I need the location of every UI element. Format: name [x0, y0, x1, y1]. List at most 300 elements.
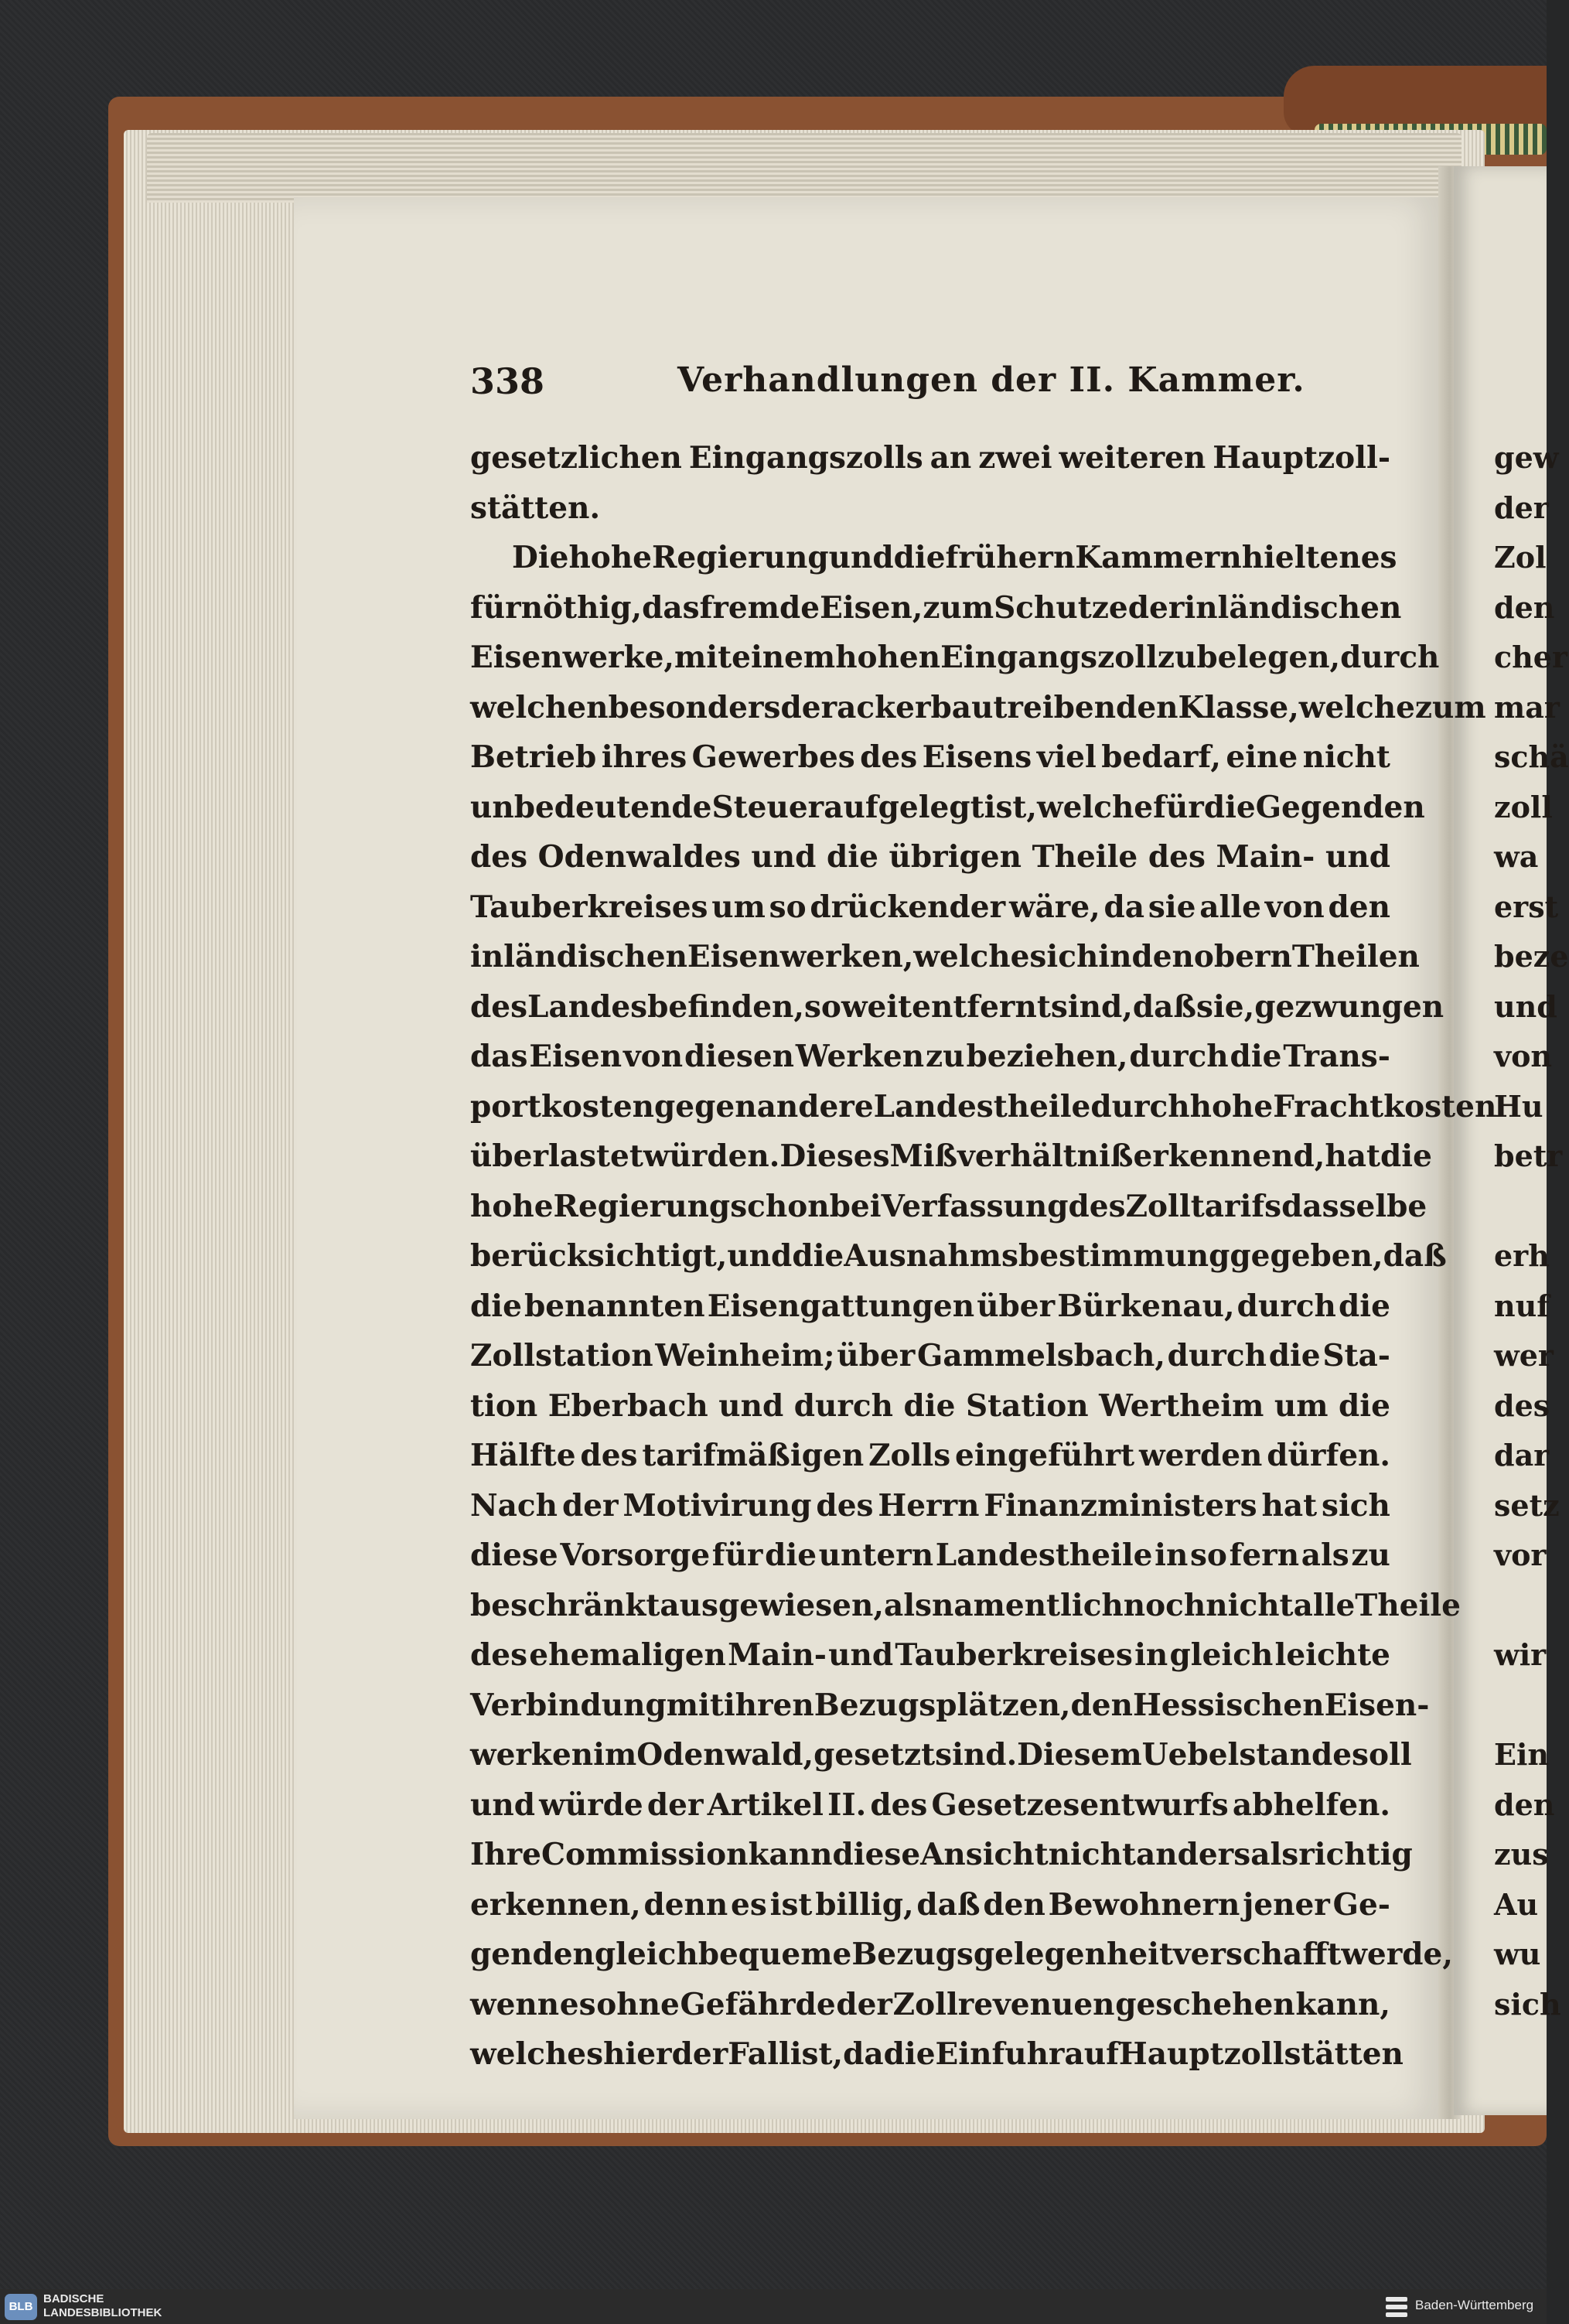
word: eingeführt: [955, 1438, 1135, 1473]
word: Eisens: [922, 739, 1032, 775]
right-page-fragment: cher: [1494, 640, 1567, 674]
word: Werken: [795, 1039, 925, 1074]
word: Trans-: [1283, 1039, 1390, 1074]
word: der: [836, 1986, 892, 2022]
text-line: [470, 1730, 1412, 1780]
word: Tauberkreises: [470, 889, 708, 925]
word: den: [983, 1886, 1045, 1923]
word: denn: [643, 1886, 728, 1923]
word: fremde: [699, 589, 820, 626]
right-page-fragment: erst: [1494, 889, 1559, 924]
text-line: [470, 1431, 1390, 1481]
word: Theile: [1032, 839, 1138, 875]
text-line: [470, 832, 1390, 882]
word: würde: [539, 1787, 643, 1823]
word: daß: [916, 1886, 981, 1923]
right-page-fragment: zus: [1494, 1837, 1549, 1872]
word: Bürkenau,: [1057, 1288, 1235, 1324]
word: Die: [512, 540, 569, 575]
text-line: [470, 1880, 1390, 1930]
word: welches: [470, 2036, 604, 2072]
word: Regierung: [553, 1188, 731, 1224]
word: Weinheim;: [655, 1338, 835, 1374]
word: gegen: [654, 1088, 757, 1124]
word: da: [1103, 889, 1145, 925]
word: es: [1360, 540, 1397, 575]
word: der: [780, 689, 837, 725]
text-line: [470, 633, 1440, 683]
word: bequeme: [698, 1937, 852, 1972]
region-name: Baden-Württemberg: [1415, 2298, 1534, 2312]
word: Kammern: [1075, 540, 1242, 575]
word: nicht: [1206, 1587, 1294, 1623]
word: Ge-: [1332, 1886, 1390, 1923]
word: so: [769, 889, 807, 925]
word: ihres: [601, 739, 687, 775]
text-line: [470, 583, 1402, 633]
text-line: [470, 533, 1397, 583]
text-line: [470, 1630, 1390, 1681]
word: abhelfen.: [1232, 1787, 1390, 1823]
word: beschränkt: [470, 1587, 660, 1623]
text-line: [470, 1481, 1390, 1531]
word: werde,: [1341, 1937, 1453, 1972]
word: einem: [732, 640, 836, 675]
word: Nach: [470, 1487, 558, 1524]
word: des: [470, 1637, 528, 1673]
word: durch: [1129, 1039, 1229, 1074]
right-page-fragment: betr: [1494, 1138, 1563, 1173]
word: Fall: [728, 2036, 790, 2072]
word: des: [580, 1438, 638, 1473]
right-page-fragment: zoll: [1494, 789, 1553, 824]
text-line: [470, 483, 1390, 534]
text-line: [470, 1381, 1390, 1432]
word: der: [671, 2036, 728, 2072]
word: ihren: [723, 1687, 814, 1723]
word: Landes: [527, 988, 648, 1025]
word: Dieses: [779, 1138, 890, 1174]
word: Schutze: [994, 589, 1128, 626]
word: Vorsorge: [560, 1537, 711, 1573]
word: benannten: [524, 1288, 705, 1324]
word: tarifmäßigen: [642, 1438, 865, 1473]
body-text: [470, 433, 1497, 2080]
word: es: [559, 1986, 596, 2022]
word: Commission: [541, 1837, 749, 1872]
word: des: [470, 988, 528, 1025]
word: über: [837, 1338, 916, 1374]
word: erkennend,: [1133, 1138, 1325, 1174]
word: welche: [1037, 789, 1154, 825]
word: der: [646, 1787, 704, 1823]
word: Eingangszoll: [940, 640, 1158, 675]
word: und: [751, 839, 817, 875]
word: alle: [1293, 1587, 1356, 1623]
right-page-fragment: den: [1494, 589, 1555, 625]
word: die: [792, 1238, 844, 1274]
word: verschafft: [1172, 1937, 1342, 1972]
word: die: [827, 839, 878, 875]
running-head: [470, 360, 1390, 415]
word: die: [883, 2036, 936, 2072]
word: jener: [1243, 1886, 1330, 1923]
word: Eisen: [529, 1039, 622, 1074]
word: Ausnahmsbestimmung: [844, 1238, 1230, 1274]
text-line: [470, 1581, 1461, 1631]
word: durch: [1167, 1338, 1267, 1374]
right-page-fragment: Hu: [1494, 1088, 1543, 1124]
word: daß: [1383, 1238, 1447, 1274]
right-page-fragment: den: [1494, 1787, 1555, 1822]
word: des: [860, 739, 918, 775]
word: dürfen.: [1267, 1438, 1390, 1473]
word: fern: [1229, 1537, 1300, 1573]
text-line: [470, 1331, 1390, 1381]
word: von: [623, 1039, 684, 1074]
word: drückender: [810, 889, 1006, 925]
word: sie,: [1196, 988, 1255, 1025]
word: kann: [748, 1837, 833, 1872]
word: hohe: [1189, 1088, 1274, 1124]
right-page-fragment: Au: [1494, 1886, 1539, 1922]
word: und: [718, 1387, 784, 1424]
word: den: [1070, 1687, 1133, 1723]
word: anders: [1135, 1837, 1251, 1872]
word: diesen: [684, 1039, 794, 1074]
word: leichte: [1274, 1637, 1390, 1673]
word: in: [1134, 1637, 1168, 1673]
word: Odenwald,: [636, 1737, 814, 1773]
footer-bar: [0, 2289, 1547, 2324]
text-line: [470, 1980, 1390, 2030]
word: mit: [666, 1687, 724, 1723]
text-line: [470, 1231, 1447, 1281]
word: Betrieb: [470, 739, 597, 775]
word: hohe: [470, 1188, 554, 1224]
word: II.: [827, 1787, 867, 1823]
word: Landestheile: [873, 1088, 1091, 1124]
word: und: [828, 540, 894, 575]
word: Klasse,: [1178, 689, 1299, 725]
word: billig,: [815, 1886, 914, 1923]
word: Regierung: [652, 540, 829, 575]
word: inländischen: [470, 939, 687, 974]
blb-logo: BLB: [5, 2294, 37, 2320]
word: stätten.: [470, 490, 601, 526]
text-line: [470, 683, 1486, 733]
word: Uebelstande: [1141, 1737, 1352, 1773]
word: Einfuhr: [935, 2036, 1065, 2072]
word: namentlich: [931, 1587, 1124, 1623]
word: welchen: [470, 689, 609, 725]
text-line: [470, 732, 1390, 783]
word: um: [711, 889, 766, 925]
word: Eberbach: [547, 1387, 708, 1424]
word: zum: [1414, 689, 1486, 725]
word: ackerbautreibenden: [837, 689, 1178, 725]
page-edges-top: [147, 133, 1462, 203]
word: Tauberkreises: [895, 1637, 1133, 1673]
right-page-fragment: mar: [1494, 689, 1560, 725]
word: es: [731, 1886, 767, 1923]
word: wenn: [470, 1986, 560, 2022]
word: gleich: [594, 1937, 698, 1972]
text-line: [470, 1281, 1390, 1332]
word: ausgewiesen,: [660, 1587, 884, 1623]
right-page-fragment: Zol: [1494, 540, 1547, 575]
text-line: [470, 783, 1425, 833]
word: für: [711, 1537, 763, 1573]
word: so: [1189, 1537, 1227, 1573]
word: Hessischen: [1132, 1687, 1325, 1723]
word: Ihre: [470, 1837, 541, 1872]
word: die: [765, 1537, 817, 1573]
text-line: [470, 1032, 1390, 1082]
word: alle: [1199, 889, 1261, 925]
word: aufgelegt: [824, 789, 984, 825]
word: als: [1301, 1537, 1349, 1573]
word: die: [1339, 1387, 1390, 1424]
right-page-fragment: vor: [1494, 1537, 1547, 1572]
word: berücksichtigt,: [470, 1238, 728, 1274]
word: die: [1339, 1288, 1390, 1324]
word: den: [1131, 939, 1194, 974]
word: mit: [674, 640, 732, 675]
word: die: [1203, 789, 1256, 825]
word: Finanzministers: [984, 1487, 1257, 1524]
word: sich: [1029, 939, 1099, 974]
word: in: [1155, 1537, 1189, 1573]
word: im: [593, 1737, 637, 1773]
word: Mißverhältniß: [889, 1138, 1134, 1174]
word: bei: [829, 1188, 882, 1224]
word: Gegenden: [1255, 789, 1425, 825]
right-page-fragment: [1494, 1581, 1547, 1631]
word: sie: [1148, 889, 1196, 925]
word: als: [1250, 1837, 1299, 1872]
right-page-fragment: wer: [1494, 1338, 1554, 1373]
library-name-line2: LANDESBIBLIOTHEK: [43, 2306, 162, 2319]
word: Zolltarifs: [1125, 1188, 1282, 1224]
word: Eisenwerken,: [687, 939, 914, 974]
word: auf: [1064, 2036, 1119, 2072]
word: Frachtkosten: [1273, 1088, 1497, 1124]
word: ist,: [790, 2036, 844, 2072]
word: bedarf,: [1101, 739, 1221, 775]
word: Verbindung: [470, 1687, 667, 1723]
word: Hälfte: [470, 1438, 576, 1473]
word: ohne: [596, 1986, 680, 2022]
word: Landestheile: [935, 1537, 1153, 1573]
word: Bezugsgelegenheit: [851, 1937, 1173, 1972]
word: werken: [470, 1737, 594, 1773]
word: der: [561, 1487, 619, 1524]
word: in: [1098, 939, 1132, 974]
word: die: [1268, 1338, 1321, 1374]
text-line: [470, 982, 1445, 1032]
word: nicht: [1048, 1837, 1136, 1872]
word: des: [816, 1487, 874, 1524]
word: für: [470, 589, 521, 626]
word: durch: [1090, 1088, 1190, 1124]
word: des: [1148, 839, 1206, 875]
word: die: [1230, 1039, 1282, 1074]
word: sind,: [1050, 988, 1133, 1025]
word: des: [870, 1787, 928, 1823]
right-page-fragment: setz: [1494, 1487, 1560, 1523]
word: belegen,: [1196, 640, 1341, 675]
word: Eisenwerke,: [470, 640, 675, 675]
word: des: [1068, 1188, 1126, 1224]
word: Eisengattungen: [707, 1288, 975, 1324]
word: daß: [1132, 988, 1197, 1025]
word: Verfassung: [881, 1188, 1069, 1224]
word: zu: [1351, 1537, 1390, 1573]
word: da: [843, 2036, 884, 2072]
right-page-fragment: nuf: [1494, 1288, 1550, 1323]
word: untern: [818, 1537, 934, 1573]
word: würden.: [643, 1138, 780, 1174]
right-page-fragment: sich: [1494, 1986, 1561, 2022]
library-name: [43, 2292, 162, 2320]
text-line: [470, 1131, 1432, 1182]
word: Theilen: [1291, 939, 1420, 974]
word: zu: [926, 1039, 965, 1074]
word: frühern: [945, 540, 1076, 575]
word: besonders: [608, 689, 781, 725]
word: unbedeutende: [470, 789, 712, 825]
word: kann,: [1295, 1986, 1390, 2022]
word: Main-: [1216, 839, 1315, 875]
word: zwei: [978, 440, 1052, 476]
word: als: [883, 1587, 932, 1623]
word: Odenwaldes: [537, 839, 741, 875]
text-line: [470, 932, 1420, 982]
word: über: [977, 1288, 1056, 1324]
word: Zollrevenuen: [892, 1986, 1115, 2022]
text-line: [470, 882, 1390, 933]
word: Gesetzesentwurfs: [931, 1787, 1229, 1823]
word: zum: [923, 589, 994, 626]
word: den: [1328, 889, 1390, 925]
word: nicht: [1302, 739, 1390, 775]
text-line: [470, 1930, 1453, 1980]
word: und: [470, 1787, 535, 1823]
word: viel: [1036, 739, 1097, 775]
word: noch: [1123, 1587, 1206, 1623]
word: die: [893, 540, 946, 575]
word: hat: [1325, 1138, 1381, 1174]
right-page-fragment: und: [1494, 988, 1557, 1024]
word: gezwungen: [1254, 988, 1445, 1025]
text-line: [470, 1780, 1390, 1831]
word: hohe: [568, 540, 652, 575]
running-title: Verhandlungen der II. Kammer.: [677, 360, 1305, 400]
word: welche: [1298, 689, 1415, 725]
word: und: [828, 1637, 894, 1673]
word: hohen: [835, 640, 941, 675]
text-line: [470, 433, 1390, 483]
right-page-fragment: der: [1494, 490, 1549, 525]
right-page-fragment: [1494, 2029, 1547, 2080]
text-line: [470, 1681, 1430, 1731]
word: die: [903, 1387, 956, 1424]
word: Sta-: [1322, 1338, 1390, 1374]
word: erkennen,: [470, 1886, 641, 1923]
word: Main-: [728, 1637, 827, 1673]
word: nöthig,: [520, 589, 643, 626]
right-page-fragment: Ein: [1494, 1737, 1550, 1772]
word: durch: [793, 1387, 894, 1424]
text-line: [470, 1830, 1413, 1880]
right-page-fragment: wa: [1494, 839, 1539, 874]
word: Gefährde: [680, 1986, 836, 2022]
word: an: [929, 440, 972, 476]
word: Zollstation: [470, 1338, 653, 1374]
word: Hauptzoll-: [1213, 440, 1390, 476]
word: hielten: [1241, 540, 1361, 575]
word: durch: [1236, 1288, 1336, 1324]
word: Gewerbes: [691, 739, 855, 775]
word: soll: [1352, 1737, 1412, 1773]
right-page-fragment: [1494, 1182, 1547, 1232]
word: übrigen: [889, 839, 1022, 875]
word: Bezugsplätzen,: [813, 1687, 1071, 1723]
word: hier: [603, 2036, 672, 2072]
word: Steuer: [711, 789, 824, 825]
word: des: [470, 839, 528, 875]
word: gesetzlichen: [470, 440, 682, 476]
word: Bewohnern: [1048, 1886, 1240, 1923]
word: ehemaligen: [529, 1637, 726, 1673]
right-page-fragment: wir: [1494, 1637, 1547, 1672]
right-page-fragment: schä: [1494, 739, 1569, 774]
library-name-line1: BADISCHE: [43, 2292, 104, 2305]
word: weiteren: [1059, 440, 1206, 476]
word: ist,: [984, 789, 1037, 825]
page-number: 338: [470, 360, 545, 402]
word: Herrn: [878, 1487, 980, 1524]
word: inländischen: [1184, 589, 1402, 626]
right-page-fragment: gew: [1494, 440, 1559, 475]
word: Gammelsbach,: [917, 1338, 1165, 1374]
word: andere: [756, 1088, 874, 1124]
word: zu: [1157, 640, 1197, 675]
right-page-fragment: von: [1494, 1039, 1553, 1073]
right-page-fragment: erh: [1494, 1238, 1550, 1273]
word: Eisen,: [820, 589, 923, 626]
word: portkosten: [470, 1088, 655, 1124]
word: entfernt: [912, 988, 1051, 1025]
word: Station: [965, 1387, 1089, 1424]
word: richtig: [1298, 1837, 1413, 1872]
right-page-text: [1494, 433, 1569, 2080]
word: hat: [1261, 1487, 1318, 1524]
right-page-fragment: dar: [1494, 1438, 1550, 1473]
word: überlastet: [470, 1138, 643, 1174]
word: das: [642, 589, 700, 626]
word: Hauptzollstätten: [1118, 2036, 1404, 2072]
word: gleich: [1169, 1637, 1274, 1673]
word: um: [1274, 1387, 1329, 1424]
word: geschehen: [1115, 1986, 1295, 2022]
word: gesetzt: [813, 1737, 936, 1773]
word: Eisen-: [1324, 1687, 1430, 1723]
word: Eingangszolls: [688, 440, 923, 476]
word: Zolls: [868, 1438, 951, 1473]
word: schon: [730, 1188, 830, 1224]
